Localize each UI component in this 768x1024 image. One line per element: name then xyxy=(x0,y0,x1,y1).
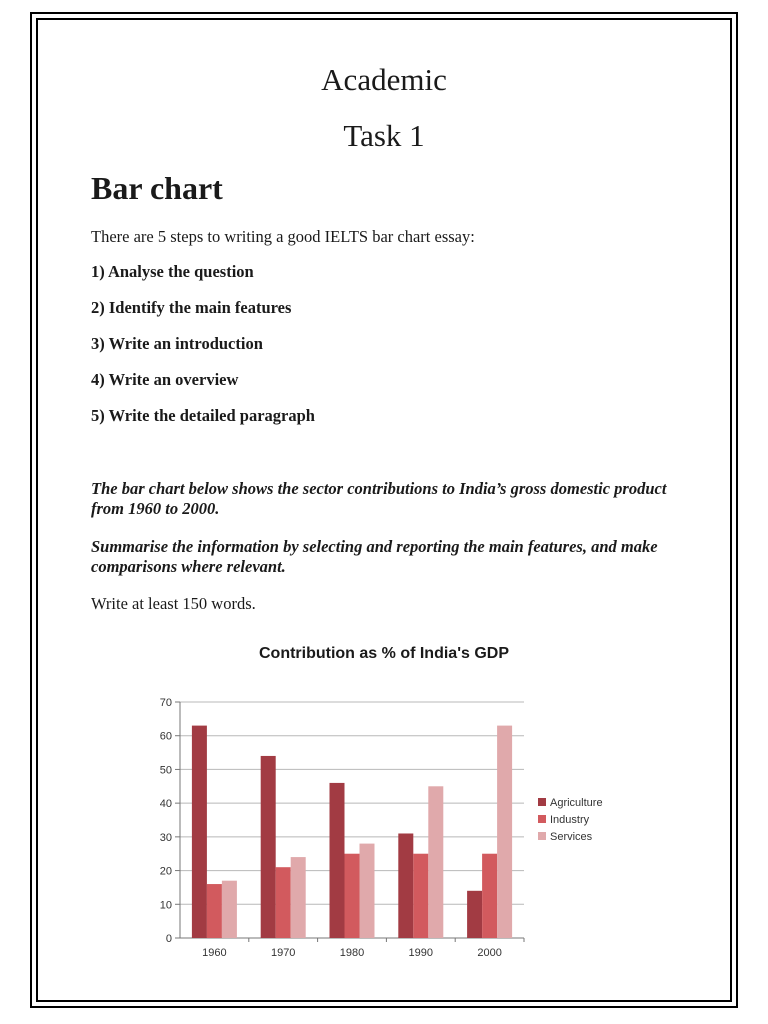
step-item: 2) Identify the main features xyxy=(91,298,292,317)
bar-chart xyxy=(140,690,640,970)
steps-list xyxy=(91,262,315,442)
intro-text: There are 5 steps to writing a good IELTS bar chart essay: xyxy=(91,227,475,246)
legend-label: Services xyxy=(550,831,593,843)
legend-swatch xyxy=(538,815,546,823)
bar xyxy=(345,854,360,938)
bar xyxy=(413,854,428,938)
title-task: Task 1 xyxy=(343,118,425,153)
legend-swatch xyxy=(538,832,546,840)
y-tick-label: 30 xyxy=(159,831,172,844)
bar xyxy=(398,833,413,938)
step-item: 4) Write an overview xyxy=(91,370,239,389)
legend-label: Industry xyxy=(550,814,590,826)
section-heading: Bar chart xyxy=(91,170,223,206)
y-tick-label: 10 xyxy=(159,899,172,912)
bar xyxy=(261,756,276,938)
bar xyxy=(497,726,512,938)
x-tick-label: 1990 xyxy=(408,947,434,959)
chart-title: Contribution as % of India's GDP xyxy=(258,645,510,662)
task-prompt: The bar chart below shows the sector contributions to India’s gross domestic product from 1960 to 2000. xyxy=(91,479,667,518)
x-tick-label: 1970 xyxy=(270,947,296,959)
bar xyxy=(428,786,443,938)
legend-label: Agriculture xyxy=(550,797,603,809)
y-tick-label: 40 xyxy=(159,798,172,811)
x-tick-label: 1960 xyxy=(202,947,227,959)
word-count-note: Write at least 150 words. xyxy=(91,594,256,613)
bar xyxy=(330,783,345,938)
bar xyxy=(207,884,222,938)
bar xyxy=(291,857,306,938)
y-tick-label: 20 xyxy=(159,865,172,878)
bar xyxy=(467,891,482,938)
bar xyxy=(360,844,375,938)
step-item: 1) Analyse the question xyxy=(91,262,254,281)
legend-swatch xyxy=(538,798,546,806)
title-academic: Academic xyxy=(321,62,447,97)
y-tick-label: 60 xyxy=(159,730,172,743)
step-item: 3) Write an introduction xyxy=(91,334,263,353)
y-tick-label: 50 xyxy=(159,764,172,777)
bar xyxy=(192,726,207,938)
y-tick-label: 0 xyxy=(165,933,172,945)
bar xyxy=(276,867,291,938)
x-tick-label: 2000 xyxy=(477,947,502,959)
step-item: 5) Write the detailed paragraph xyxy=(91,406,315,425)
bar xyxy=(482,854,497,938)
task-instruction: Summarise the information by selecting and reporting the main features, and make comparisons where relevant. xyxy=(91,537,658,576)
x-tick-label: 1980 xyxy=(339,947,365,959)
y-tick-label: 70 xyxy=(159,697,172,709)
bar xyxy=(222,881,237,938)
